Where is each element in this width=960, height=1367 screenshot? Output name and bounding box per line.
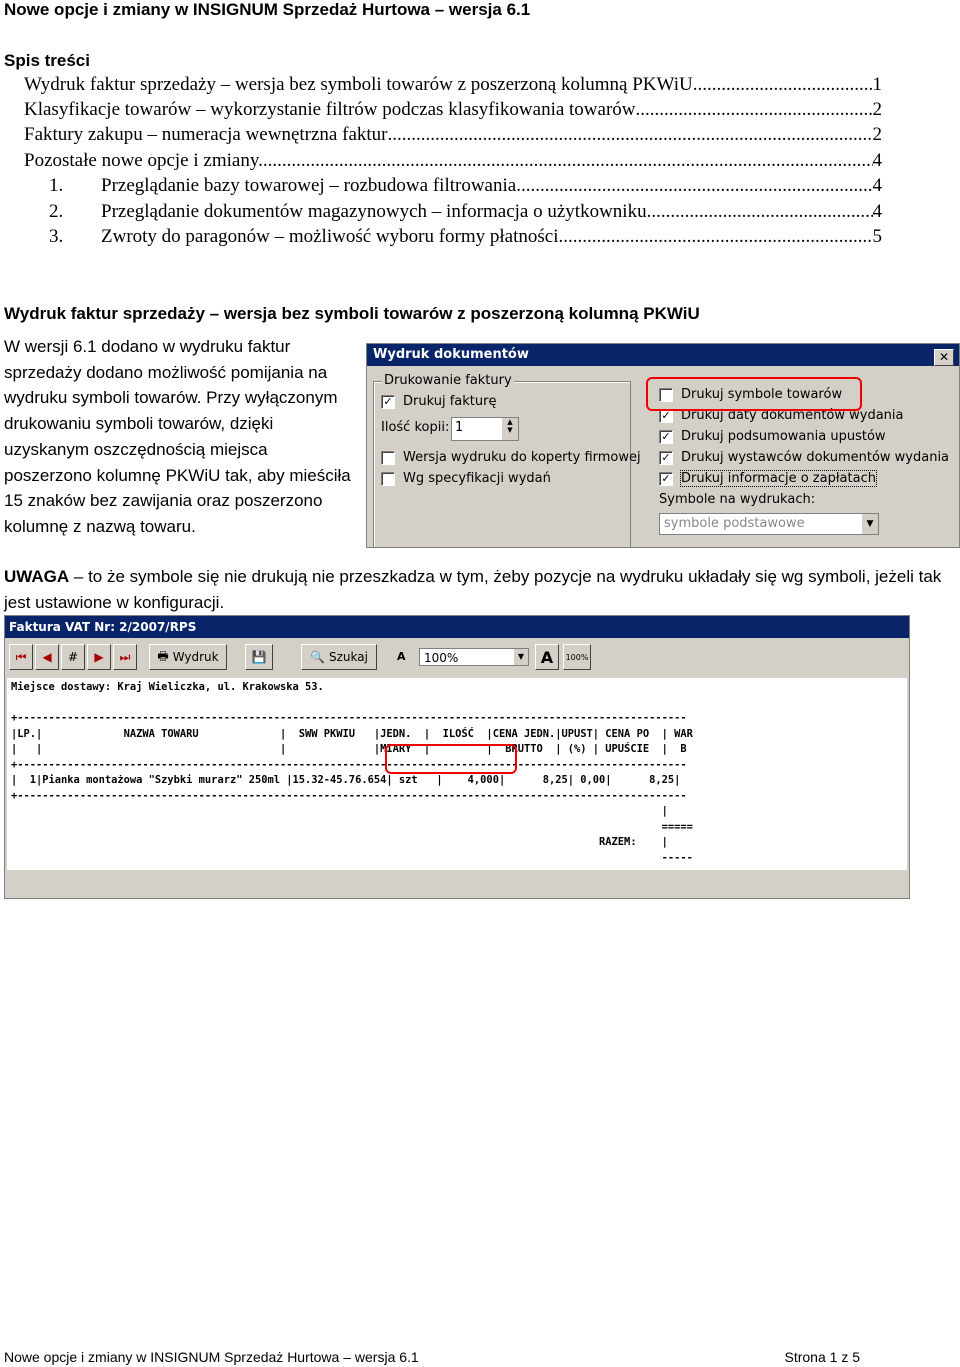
chevron-down-icon[interactable]: ▼ [514, 649, 528, 665]
prev-page-button[interactable]: ◀ [35, 644, 59, 670]
close-icon[interactable]: ✕ [934, 349, 954, 366]
checkbox-empty-icon [381, 451, 395, 465]
checkbox-drukuj-wystawcow[interactable]: ✓ Drukuj wystawców dokumentów wydania [659, 450, 949, 465]
dialog-title: Wydruk dokumentów [367, 344, 959, 366]
toc-entry[interactable]: Klasyfikacje towarów – wykorzystanie filtrów podczas klasyfikowania towarów ..... 2 [24, 97, 882, 123]
checkbox-drukuj-fakture[interactable]: ✓ Drukuj fakturę [381, 394, 496, 409]
search-button[interactable]: 🔍 Szukaj [301, 644, 377, 670]
next-page-button[interactable]: ▶ [87, 644, 111, 670]
checkbox-wersja-koperty[interactable]: Wersja wydruku do koperty firmowej [381, 450, 641, 465]
save-button[interactable]: 💾 [245, 644, 273, 670]
toc-entry[interactable]: 2. Przeglądanie dokumentów magazynowych – informacja o użytkowniku ..... 4 [49, 199, 882, 225]
printer-icon: 🖶 [157, 648, 169, 663]
invoice-preview-screenshot [4, 615, 910, 899]
page-title: Nowe opcje i zmiany w INSIGNUM Sprzedaż Hurtowa – wersja 6.1 [4, 0, 531, 19]
page-number: Strona 1 z 5 [784, 1349, 860, 1365]
toc-entry[interactable]: Wydruk faktur sprzedaży – wersja bez symboli towarów z poszerzoną kolumną PKWiU ..... 1 [24, 72, 882, 98]
search-icon: 🔍 [310, 650, 325, 664]
checkbox-drukuj-informacje[interactable]: ✓ Drukuj informacje o zapłatach [659, 471, 876, 486]
fit-page-button[interactable]: 100% [563, 644, 591, 670]
symbole-select[interactable]: symbole podstawowe ▼ [659, 513, 879, 535]
checkbox-checked-icon: ✓ [659, 430, 673, 444]
invoice-paper [7, 678, 907, 870]
font-size-button[interactable]: A [535, 644, 559, 670]
warning-paragraph: UWAGA – to że symbole się nie drukują nie przeszkadza w tym, żeby pozycje na wydruku układały się wg symboli, jeżeli tak jest ustawione w konfiguracji. [4, 567, 942, 612]
checkbox-wg-specyfikacji[interactable]: Wg specyfikacji wydań [381, 471, 551, 486]
toc-entry[interactable]: Pozostałe nowe opcje i zmiany. ..... 4 [24, 148, 882, 174]
invoice-text: Miejsce dostawy: Kraj Wieliczka, ul. Krakowska 53. +----------------------------------------------------------------------------------------------------------- |LP.| NAZWA TOWARU | SWW PKWIU |JEDN. | ILOŚĆ |CENA JEDN.|UPUST| CENA PO | WAR | | | |MIARY | | BRUTTO | (%) | UPUŚCIE | B +----------------------------------------------------------------------------------------------------------- | 1|Pianka montażowa "Szybki murarz" 250ml |15.32-45.76.654| szt | 4,000| 8,25| 0,00| 8,25| +----------------------------------------------------------------------------------------------------------- | ===== RAZEM: | ----- [11, 681, 693, 864]
checkbox-checked-icon: ✓ [381, 395, 395, 409]
section-heading: Wydruk faktur sprzedaży – wersja bez symboli towarów z poszerzoną kolumną PKWiU [4, 304, 700, 323]
highlight-box [385, 744, 517, 774]
intro-paragraph: W wersji 6.1 dodano w wydruku faktur sprzedaży dodano możliwość pomijania na wydruku symboli towarów. Przy wyłączonym drukowaniu symboli towarów, dzięki uzyskanym oszczędnością miejsca poszerzono kolumnę PKWiU tak, aby mieściła 15 znaków bez zawijania oraz poszerzono kolumnę z nazwą towaru. [4, 337, 351, 536]
print-button[interactable]: 🖶 Wydruk [149, 644, 227, 670]
symbole-label: Symbole na wydrukach: [659, 492, 816, 507]
last-page-button[interactable]: ⏭ [113, 644, 137, 670]
highlight-box [646, 377, 862, 411]
checkbox-checked-icon: ✓ [659, 451, 673, 465]
checkbox-drukuj-daty[interactable]: ✓ Drukuj daty dokumentów wydania [659, 408, 904, 423]
checkbox-checked-icon: ✓ [659, 472, 673, 486]
checkbox-drukuj-podsumowania[interactable]: ✓ Drukuj podsumowania upustów [659, 429, 886, 444]
chevron-down-icon[interactable]: ▼ [862, 514, 878, 534]
preview-toolbar [5, 640, 909, 676]
ilosc-kopii-spinner[interactable]: 1 ▲ ▼ [451, 417, 519, 441]
checkbox-checked-icon: ✓ [659, 409, 673, 423]
toc-heading: Spis treści [4, 51, 90, 70]
footer-title: Nowe opcje i zmiany w INSIGNUM Sprzedaż Hurtowa – wersja 6.1 [4, 1349, 419, 1365]
zoom-icon: A [397, 650, 406, 663]
toc-entry[interactable]: Faktury zakupu – numeracja wewnętrzna faktur ..... 2 [24, 122, 882, 148]
toc-entry[interactable]: 1. Przeglądanie bazy towarowej – rozbudowa filtrowania ..... 4 [49, 173, 882, 199]
print-dialog-screenshot [366, 343, 960, 548]
ilosc-kopii-label: Ilość kopii: [381, 420, 450, 435]
goto-page-button[interactable]: # [61, 644, 85, 670]
checkbox-empty-icon [381, 472, 395, 486]
group-label: Drukowanie faktury [384, 373, 512, 388]
invoice-window-title: Faktura VAT Nr: 2/2007/RPS [5, 616, 909, 638]
first-page-button[interactable]: ⏮ [9, 644, 33, 670]
spin-arrows-icon[interactable]: ▲ ▼ [502, 418, 518, 440]
toc-entry[interactable]: 3. Zwroty do paragonów – możliwość wyboru formy płatności ..... 5 [49, 224, 882, 250]
zoom-select[interactable]: 100% ▼ [419, 648, 529, 666]
checkbox-drukuj-symbole[interactable]: Drukuj symbole towarów [659, 387, 842, 402]
